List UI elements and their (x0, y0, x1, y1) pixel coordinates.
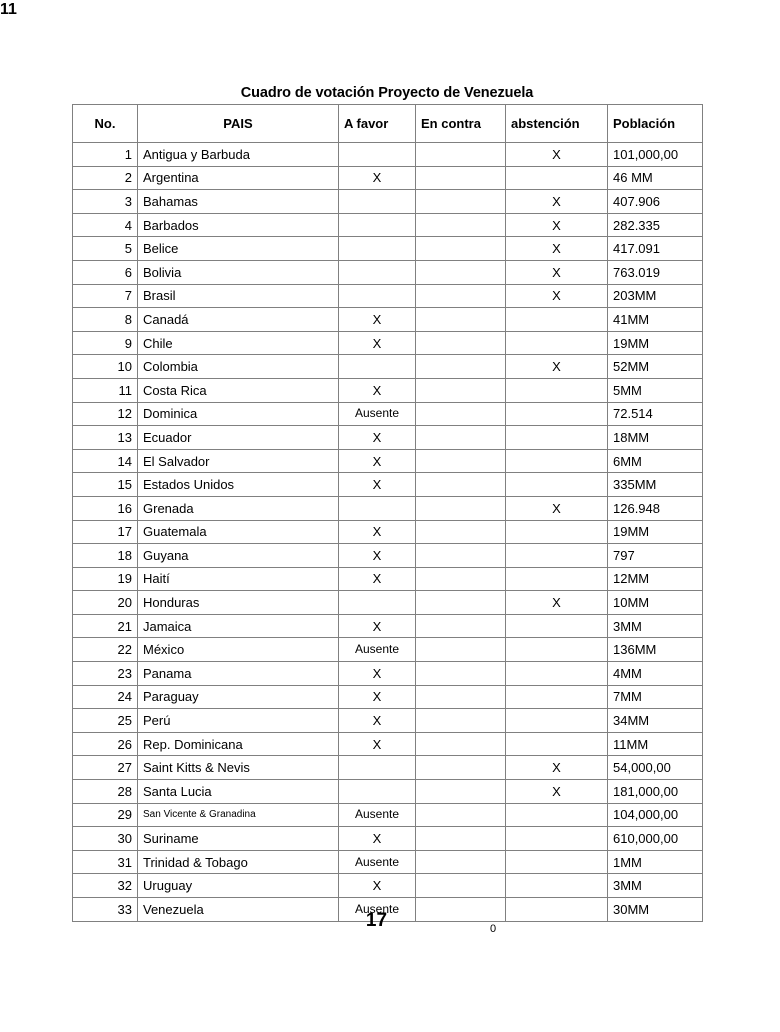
cell-pais: Guyana (138, 544, 339, 568)
cell-en-contra (416, 874, 506, 898)
cell-pais: Jamaica (138, 614, 339, 638)
cell-abstencion (506, 732, 608, 756)
cell-no: 20 (73, 591, 138, 615)
cell-pais: Bahamas (138, 190, 339, 214)
cell-en-contra (416, 544, 506, 568)
cell-poblacion: 417.091 (608, 237, 703, 261)
voting-table (72, 104, 703, 922)
cell-abstencion (506, 614, 608, 638)
cell-no: 26 (73, 732, 138, 756)
cell-poblacion: 797 (608, 544, 703, 568)
cell-poblacion: 101,000,00 (608, 143, 703, 167)
cell-no: 8 (73, 308, 138, 332)
table-row (73, 827, 703, 851)
cell-no: 27 (73, 756, 138, 780)
cell-poblacion: 4MM (608, 662, 703, 686)
table-row (73, 732, 703, 756)
cell-pais: Colombia (138, 355, 339, 379)
table-row (73, 473, 703, 497)
column-header-abstencion: abstención (506, 105, 608, 143)
cell-a-favor: X (339, 308, 416, 332)
cell-en-contra (416, 496, 506, 520)
cell-en-contra (416, 473, 506, 497)
column-header-poblacion: Población (608, 105, 703, 143)
cell-poblacion: 282.335 (608, 213, 703, 237)
table-row (73, 544, 703, 568)
cell-en-contra (416, 143, 506, 167)
cell-no: 22 (73, 638, 138, 662)
page-title: Cuadro de votación Proyecto de Venezuela (240, 85, 534, 101)
cell-poblacion: 72.514 (608, 402, 703, 426)
cell-poblacion: 104,000,00 (608, 803, 703, 827)
cell-poblacion: 335MM (608, 473, 703, 497)
cell-a-favor (339, 260, 416, 284)
cell-no: 21 (73, 614, 138, 638)
cell-poblacion: 54,000,00 (608, 756, 703, 780)
cell-a-favor: X (339, 449, 416, 473)
cell-abstencion (506, 308, 608, 332)
cell-pais: Honduras (138, 591, 339, 615)
cell-pais: Paraguay (138, 685, 339, 709)
cell-a-favor: X (339, 378, 416, 402)
cell-abstencion (506, 473, 608, 497)
table-row (73, 143, 703, 167)
cell-no: 10 (73, 355, 138, 379)
table-row (73, 402, 703, 426)
cell-en-contra (416, 355, 506, 379)
cell-abstencion (506, 803, 608, 827)
cell-en-contra (416, 166, 506, 190)
cell-a-favor: X (339, 732, 416, 756)
table-row (73, 709, 703, 733)
cell-no: 2 (73, 166, 138, 190)
cell-abstencion: X (506, 284, 608, 308)
cell-poblacion: 5MM (608, 378, 703, 402)
table-row (73, 638, 703, 662)
table-row (73, 803, 703, 827)
cell-pais: México (138, 638, 339, 662)
cell-en-contra (416, 520, 506, 544)
cell-abstencion: X (506, 756, 608, 780)
cell-en-contra (416, 638, 506, 662)
table-body (73, 143, 703, 922)
cell-en-contra (416, 213, 506, 237)
cell-pais: Guatemala (138, 520, 339, 544)
column-header-pais: PAIS (138, 105, 339, 143)
cell-a-favor: Ausente (339, 803, 416, 827)
cell-pais: Brasil (138, 284, 339, 308)
cell-no: 33 (73, 898, 138, 922)
table-row (73, 567, 703, 591)
table-row (73, 614, 703, 638)
cell-no: 6 (73, 260, 138, 284)
table-row (73, 237, 703, 261)
cell-abstencion (506, 544, 608, 568)
cell-pais: Antigua y Barbuda (138, 143, 339, 167)
cell-a-favor: Ausente (339, 850, 416, 874)
total-abstencion: 11 (0, 1, 17, 18)
cell-abstencion: X (506, 260, 608, 284)
cell-a-favor (339, 355, 416, 379)
cell-no: 15 (73, 473, 138, 497)
cell-abstencion (506, 662, 608, 686)
cell-abstencion (506, 850, 608, 874)
table-row (73, 756, 703, 780)
cell-a-favor (339, 756, 416, 780)
cell-a-favor: Ausente (339, 638, 416, 662)
cell-no: 25 (73, 709, 138, 733)
cell-en-contra (416, 591, 506, 615)
cell-pais: Suriname (138, 827, 339, 851)
cell-en-contra (416, 190, 506, 214)
cell-no: 9 (73, 331, 138, 355)
cell-no: 14 (73, 449, 138, 473)
cell-pais: Venezuela (138, 898, 339, 922)
cell-abstencion (506, 331, 608, 355)
table-row (73, 662, 703, 686)
cell-a-favor: X (339, 685, 416, 709)
cell-no: 24 (73, 685, 138, 709)
cell-pais: Rep. Dominicana (138, 732, 339, 756)
cell-no: 11 (73, 378, 138, 402)
total-en-contra: 0 (489, 923, 497, 935)
table-header-row (73, 105, 703, 143)
cell-poblacion: 30MM (608, 898, 703, 922)
table-row (73, 685, 703, 709)
cell-poblacion: 6MM (608, 449, 703, 473)
cell-a-favor: X (339, 544, 416, 568)
cell-abstencion (506, 426, 608, 450)
cell-a-favor (339, 143, 416, 167)
cell-abstencion (506, 166, 608, 190)
cell-no: 13 (73, 426, 138, 450)
cell-a-favor: Ausente (339, 898, 416, 922)
cell-en-contra (416, 284, 506, 308)
cell-a-favor: X (339, 567, 416, 591)
cell-abstencion (506, 898, 608, 922)
cell-abstencion: X (506, 237, 608, 261)
cell-pais: Uruguay (138, 874, 339, 898)
cell-en-contra (416, 567, 506, 591)
cell-a-favor: X (339, 874, 416, 898)
cell-poblacion: 181,000,00 (608, 780, 703, 804)
cell-poblacion: 126.948 (608, 496, 703, 520)
cell-no: 4 (73, 213, 138, 237)
column-header-en-contra: En contra (416, 105, 506, 143)
cell-a-favor: X (339, 166, 416, 190)
cell-pais: Panama (138, 662, 339, 686)
cell-poblacion: 18MM (608, 426, 703, 450)
cell-a-favor: X (339, 426, 416, 450)
cell-abstencion: X (506, 143, 608, 167)
cell-abstencion: X (506, 213, 608, 237)
cell-no: 5 (73, 237, 138, 261)
cell-en-contra (416, 237, 506, 261)
cell-pais: Haití (138, 567, 339, 591)
cell-a-favor (339, 591, 416, 615)
cell-pais: Grenada (138, 496, 339, 520)
cell-en-contra (416, 331, 506, 355)
cell-a-favor: X (339, 662, 416, 686)
cell-poblacion: 34MM (608, 709, 703, 733)
cell-a-favor (339, 190, 416, 214)
cell-poblacion: 19MM (608, 520, 703, 544)
cell-a-favor (339, 213, 416, 237)
cell-poblacion: 3MM (608, 614, 703, 638)
cell-en-contra (416, 756, 506, 780)
cell-no: 23 (73, 662, 138, 686)
cell-poblacion: 407.906 (608, 190, 703, 214)
cell-abstencion (506, 827, 608, 851)
cell-a-favor: X (339, 473, 416, 497)
cell-abstencion (506, 567, 608, 591)
cell-en-contra (416, 426, 506, 450)
cell-abstencion: X (506, 780, 608, 804)
table-row (73, 496, 703, 520)
cell-pais: Argentina (138, 166, 339, 190)
cell-poblacion: 136MM (608, 638, 703, 662)
cell-pais: Belice (138, 237, 339, 261)
cell-poblacion: 1MM (608, 850, 703, 874)
cell-no: 32 (73, 874, 138, 898)
cell-abstencion: X (506, 496, 608, 520)
cell-no: 29 (73, 803, 138, 827)
cell-en-contra (416, 449, 506, 473)
cell-poblacion: 763.019 (608, 260, 703, 284)
table-header (73, 105, 703, 143)
cell-en-contra (416, 732, 506, 756)
cell-no: 3 (73, 190, 138, 214)
table-row (73, 780, 703, 804)
cell-pais: Saint Kitts & Nevis (138, 756, 339, 780)
cell-no: 16 (73, 496, 138, 520)
cell-poblacion: 52MM (608, 355, 703, 379)
cell-no: 17 (73, 520, 138, 544)
cell-a-favor (339, 284, 416, 308)
cell-en-contra (416, 308, 506, 332)
cell-en-contra (416, 614, 506, 638)
cell-pais: Costa Rica (138, 378, 339, 402)
total-a-favor: 17 (365, 910, 388, 931)
table-row (73, 213, 703, 237)
cell-en-contra (416, 378, 506, 402)
cell-en-contra (416, 898, 506, 922)
cell-abstencion: X (506, 355, 608, 379)
cell-a-favor: X (339, 709, 416, 733)
cell-abstencion (506, 402, 608, 426)
cell-no: 7 (73, 284, 138, 308)
cell-a-favor: Ausente (339, 402, 416, 426)
cell-abstencion (506, 874, 608, 898)
cell-pais: San Vicente & Granadina (138, 803, 339, 827)
table-row (73, 449, 703, 473)
cell-poblacion: 7MM (608, 685, 703, 709)
cell-poblacion: 12MM (608, 567, 703, 591)
cell-no: 12 (73, 402, 138, 426)
cell-pais: Dominica (138, 402, 339, 426)
cell-no: 19 (73, 567, 138, 591)
column-header-no: No. (73, 105, 138, 143)
cell-pais: Estados Unidos (138, 473, 339, 497)
cell-en-contra (416, 780, 506, 804)
cell-pais: Ecuador (138, 426, 339, 450)
cell-abstencion (506, 685, 608, 709)
cell-a-favor: X (339, 520, 416, 544)
cell-pais: Canadá (138, 308, 339, 332)
table-row (73, 190, 703, 214)
cell-abstencion (506, 709, 608, 733)
cell-pais: El Salvador (138, 449, 339, 473)
cell-abstencion (506, 378, 608, 402)
cell-no: 31 (73, 850, 138, 874)
cell-en-contra (416, 260, 506, 284)
cell-a-favor (339, 496, 416, 520)
table-row (73, 850, 703, 874)
table-row (73, 308, 703, 332)
cell-en-contra (416, 402, 506, 426)
cell-pais: Santa Lucia (138, 780, 339, 804)
cell-a-favor (339, 780, 416, 804)
cell-abstencion: X (506, 190, 608, 214)
table-row (73, 378, 703, 402)
cell-abstencion (506, 449, 608, 473)
table-row (73, 331, 703, 355)
cell-poblacion: 19MM (608, 331, 703, 355)
table-row (73, 166, 703, 190)
table-row (73, 520, 703, 544)
cell-pais: Chile (138, 331, 339, 355)
cell-poblacion: 10MM (608, 591, 703, 615)
table-row (73, 426, 703, 450)
cell-abstencion (506, 638, 608, 662)
cell-no: 1 (73, 143, 138, 167)
cell-pais: Perú (138, 709, 339, 733)
cell-poblacion: 11MM (608, 732, 703, 756)
cell-pais: Trinidad & Tobago (138, 850, 339, 874)
cell-abstencion: X (506, 591, 608, 615)
cell-poblacion: 46 MM (608, 166, 703, 190)
cell-en-contra (416, 850, 506, 874)
column-header-a-favor: A favor (339, 105, 416, 143)
cell-no: 28 (73, 780, 138, 804)
cell-en-contra (416, 709, 506, 733)
cell-pais: Barbados (138, 213, 339, 237)
cell-en-contra (416, 827, 506, 851)
cell-poblacion: 41MM (608, 308, 703, 332)
cell-a-favor: X (339, 331, 416, 355)
cell-en-contra (416, 803, 506, 827)
cell-no: 30 (73, 827, 138, 851)
cell-pais: Bolivia (138, 260, 339, 284)
cell-a-favor: X (339, 827, 416, 851)
table-row (73, 260, 703, 284)
table-row (73, 284, 703, 308)
table-row (73, 874, 703, 898)
cell-poblacion: 610,000,00 (608, 827, 703, 851)
cell-poblacion: 203MM (608, 284, 703, 308)
table-row (73, 355, 703, 379)
cell-a-favor: X (339, 614, 416, 638)
cell-en-contra (416, 662, 506, 686)
cell-a-favor (339, 237, 416, 261)
table-row (73, 591, 703, 615)
cell-poblacion: 3MM (608, 874, 703, 898)
cell-en-contra (416, 685, 506, 709)
cell-no: 18 (73, 544, 138, 568)
cell-abstencion (506, 520, 608, 544)
